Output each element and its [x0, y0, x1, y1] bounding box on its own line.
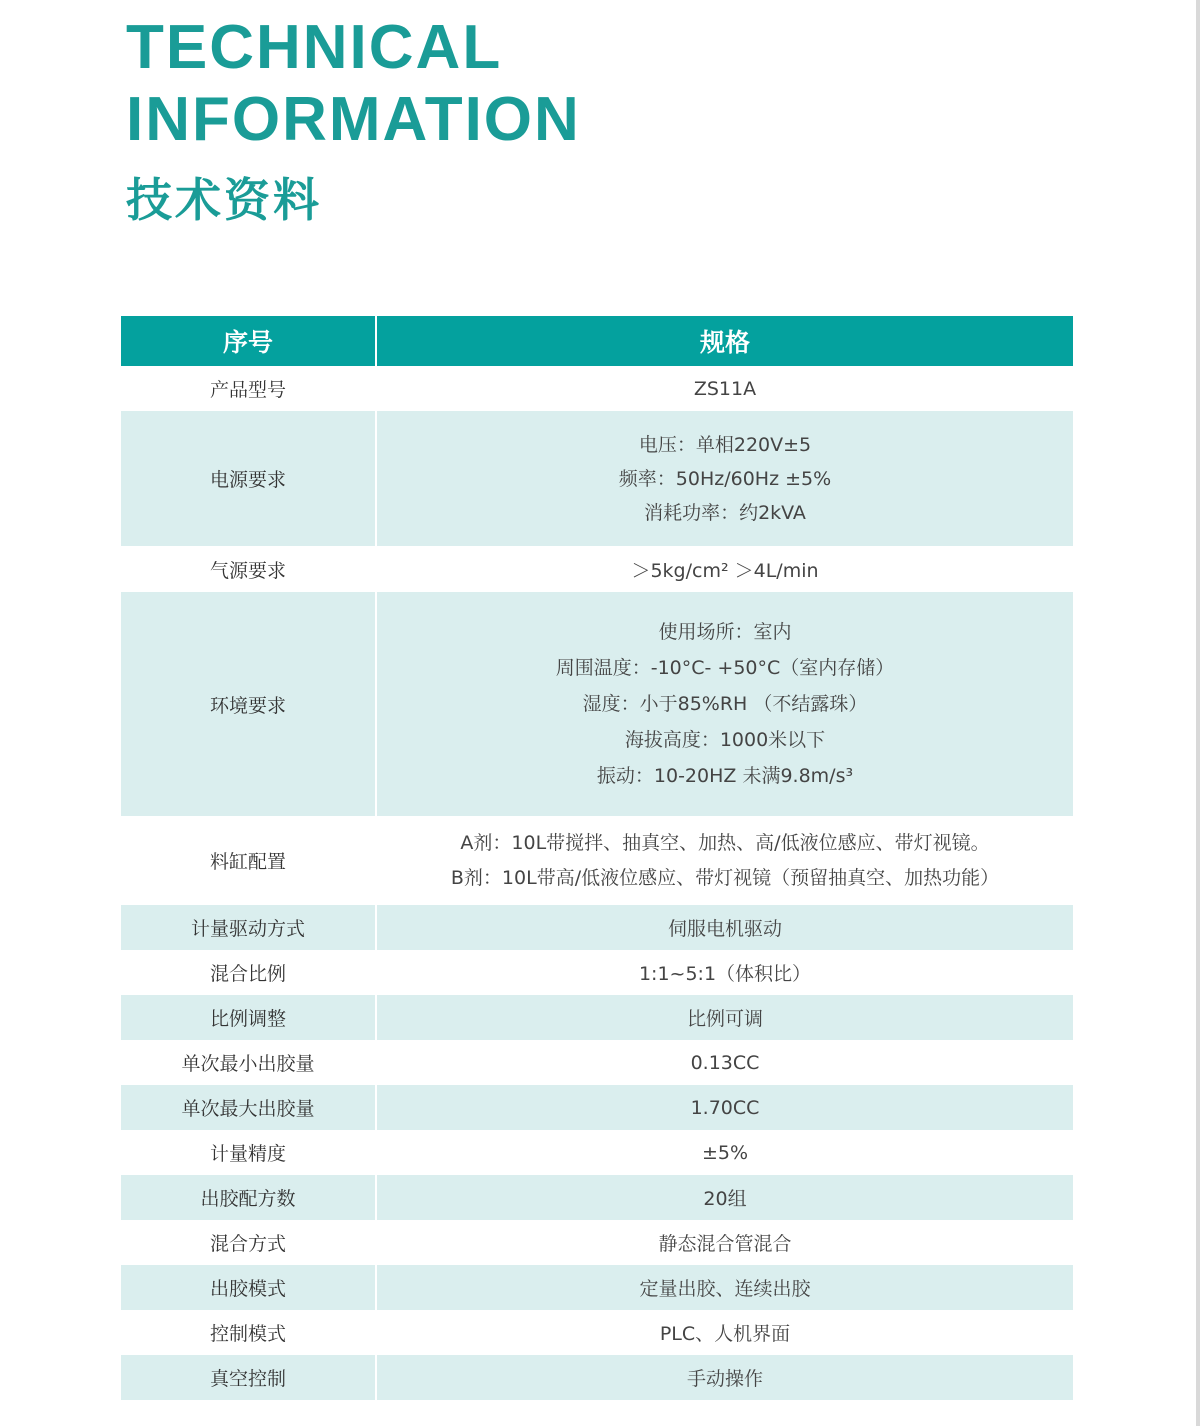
header-value-cell: 规格	[699, 328, 750, 357]
value-line: 定量出胶、连续出胶	[639, 1278, 811, 1300]
page-title-line1: TECHNICAL	[126, 13, 503, 82]
row-value	[377, 592, 1073, 816]
page-title-line2: INFORMATION	[126, 85, 581, 154]
row-label: 出胶配方数	[200, 1188, 296, 1210]
row-value	[377, 366, 1073, 411]
row-value	[377, 546, 1073, 592]
row-label: 混合比例	[209, 963, 286, 985]
value-line: 20组	[703, 1188, 747, 1210]
table-row	[121, 1220, 1073, 1265]
value-line: 电压：单相220V±5	[638, 433, 812, 456]
row-label: 单次最大出胶量	[181, 1098, 315, 1120]
table-row	[121, 411, 1073, 546]
value-line: ZS11A	[693, 377, 757, 400]
spec-table	[121, 316, 1073, 1400]
row-label: 产品型号	[209, 379, 286, 401]
row-value	[377, 1085, 1073, 1130]
table-row	[121, 1355, 1073, 1400]
page-edge-shadow	[1196, 0, 1200, 1426]
table-row	[121, 1130, 1073, 1175]
row-label: 计量精度	[209, 1143, 286, 1165]
row-value	[377, 905, 1073, 950]
row-label: 控制模式	[209, 1323, 286, 1345]
table-row	[121, 816, 1073, 905]
table-row	[121, 1310, 1073, 1355]
row-value	[377, 816, 1073, 905]
row-label: 出胶模式	[209, 1278, 286, 1300]
value-line: A剂：10L带搅拌、抽真空、加热、高/低液位感应、带灯视镜。	[460, 831, 990, 854]
table-row	[121, 1085, 1073, 1130]
row-label: 比例调整	[209, 1008, 286, 1030]
table-row	[121, 1040, 1073, 1085]
table-header-row	[121, 316, 1073, 366]
value-line: 使用场所：室内	[658, 621, 792, 643]
table-row	[121, 1175, 1073, 1220]
value-line: 频率：50Hz/60Hz ±5%	[618, 467, 832, 490]
row-value	[377, 1355, 1073, 1400]
row-label: 混合方式	[209, 1233, 286, 1255]
table-row	[121, 592, 1073, 816]
row-label: 气源要求	[209, 559, 286, 582]
value-line: ±5%	[701, 1141, 749, 1164]
row-value	[377, 1040, 1073, 1085]
table-row	[121, 995, 1073, 1040]
table-row	[121, 1265, 1073, 1310]
header-label-cell: 序号	[222, 328, 273, 357]
table-row	[121, 366, 1073, 411]
value-line: 湿度：小于85%RH （不结露珠）	[582, 693, 868, 715]
table-row	[121, 905, 1073, 950]
value-line: 0.13CC	[690, 1051, 760, 1074]
row-label: 真空控制	[209, 1368, 286, 1390]
value-line: 海拔高度：1000米以下	[624, 729, 826, 751]
value-line: 周围温度：-10°C- +50°C（室内存储）	[555, 657, 895, 679]
row-value	[377, 1265, 1073, 1310]
value-line: 伺服电机驱动	[667, 918, 782, 940]
value-line: 消耗功率：约2kVA	[644, 501, 806, 524]
row-value	[377, 1175, 1073, 1220]
row-value	[377, 1130, 1073, 1175]
value-line: 静态混合管混合	[658, 1233, 792, 1255]
value-line: 手动操作	[686, 1368, 763, 1390]
value-line: B剂：10L带高/低液位感应、带灯视镜（预留抽真空、加热功能）	[450, 866, 1000, 889]
value-line: PLC、人机界面	[659, 1323, 791, 1345]
table-row	[121, 950, 1073, 995]
row-label: 料缸配置	[209, 851, 286, 873]
row-label: 电源要求	[209, 469, 286, 491]
value-line: 振动：10-20HZ 未满9.8m/s³	[596, 765, 854, 787]
row-label: 环境要求	[209, 694, 286, 717]
row-label: 计量驱动方式	[190, 918, 305, 940]
page-title-chinese: 技术资料	[126, 173, 322, 227]
value-line: ＞5kg/cm² ＞4L/min	[631, 559, 819, 582]
value-line: 比例可调	[686, 1008, 763, 1030]
value-line: 1:1~5:1（体积比）	[638, 963, 812, 985]
row-value	[377, 950, 1073, 995]
table-row	[121, 546, 1073, 592]
row-value	[377, 995, 1073, 1040]
row-label: 单次最小出胶量	[181, 1053, 315, 1075]
value-line: 1.70CC	[690, 1096, 760, 1119]
row-value	[377, 411, 1073, 546]
row-value	[377, 1310, 1073, 1355]
row-value	[377, 1220, 1073, 1265]
